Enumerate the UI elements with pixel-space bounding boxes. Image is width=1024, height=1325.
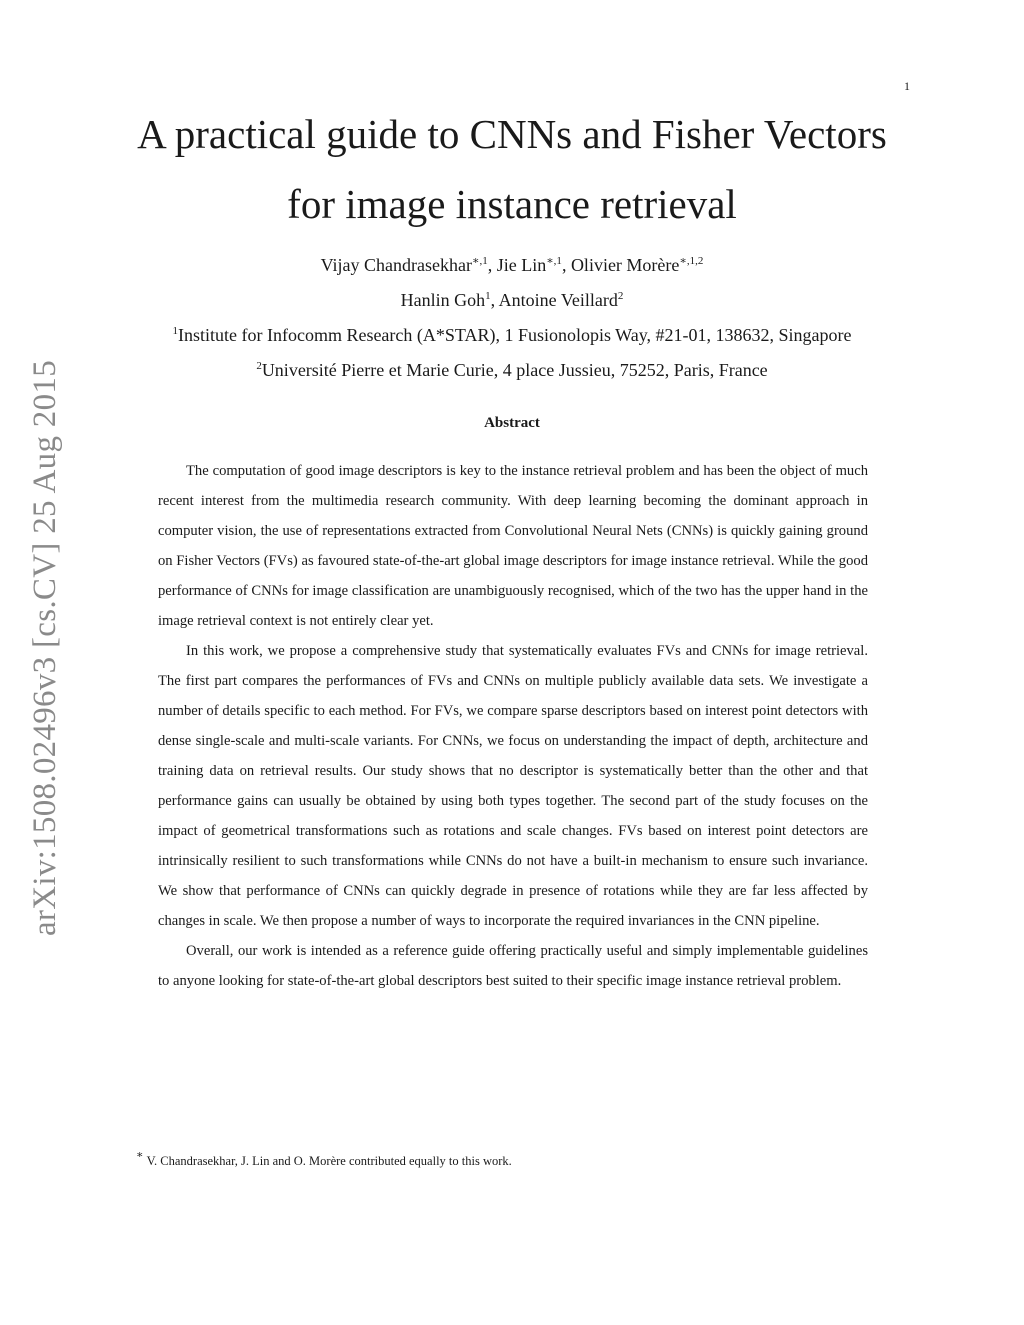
author-line-2: Hanlin Goh$^1$, Antoine Veillard$^2$ — [400, 290, 624, 310]
author-affiliation-marker: 1 — [485, 290, 491, 302]
affiliation-marker: 2 — [256, 360, 262, 372]
author-name: Jie Lin — [496, 255, 547, 275]
author-name: Antoine Veillard — [498, 290, 618, 310]
author-line-1: Vijay Chandrasekhar$^{∗,1}$, Jie Lin$^{∗,1}$, Olivier Morère$^{∗,1,2}$ — [320, 255, 704, 275]
affiliation-2 — [100, 358, 924, 382]
abstract-paragraph: In this work, we propose a comprehensive study that systematically evaluates FVs and CNNs for image retrieval. The first part compares the performances of FVs and CNNs on multiple publicly available data sets. We investigate a number of details specific to each method. For FVs, we compare sparse descriptors based on interest point detectors with dense single-scale and multi-scale variants. For CNNs, we focus on understanding the impact of depth, architecture and training data on retrieval results. Our study shows that no descriptor is systematically better than the other and that performance gains can usually be obtained by using both types together. The second part of the study focuses on the impact of geometrical transformations such as rotations and scale changes. FVs based on interest point detectors are intrinsically resilient to such transformations while CNNs do not have a built-in mechanism to ensure such invariance. We show that performance of CNNs can quickly degrade in presence of rotations while they are far less affected by changes in scale. We then propose a number of ways to incorporate the required invariances in the CNN pipeline. — [158, 643, 868, 929]
affiliation-1 — [80, 323, 944, 347]
footnote-text: V. Chandrasekhar, J. Lin and O. Morère contributed equally to this work. — [146, 1154, 512, 1168]
paper-title-line-2: for image instance retrieval — [287, 181, 737, 227]
footnote-marker: ∗ — [136, 1149, 144, 1161]
author-name: Hanlin Goh — [400, 290, 486, 310]
author-affiliation-marker: ∗,1 — [546, 255, 562, 267]
arxiv-identifier-stamp: arXiv:1508.02496v3 [cs.CV] 25 Aug 2015 — [27, 359, 63, 937]
paper-title-line-1: A practical guide to CNNs and Fisher Vectors — [137, 111, 887, 157]
footnote — [136, 1149, 896, 1170]
affiliation-text: Institute for Infocomm Research (A*STAR), 1 Fusionolopis Way, #21-01, 138632, Singapore — [177, 325, 852, 345]
author-name: Olivier Morère — [570, 255, 680, 275]
author-affiliation-marker: ∗,1 — [471, 255, 488, 267]
page-number: 1 — [904, 79, 910, 93]
abstract-paragraph: Overall, our work is intended as a reference guide offering practically useful and simply implementable guidelines to anyone looking for state-of-the-art global descriptors best suited to their specific image instance retrieval problem. — [158, 943, 868, 989]
affiliation-marker: 1 — [172, 325, 178, 337]
author-name: Vijay Chandrasekhar — [320, 255, 472, 275]
author-affiliation-marker: 2 — [617, 290, 624, 302]
abstract-paragraph: The computation of good image descriptors is key to the instance retrieval problem and has been the object of much recent interest from the multimedia research community. With deep learning becoming the dominant approach in computer vision, the use of representations extracted from Convolutional Neural Nets (CNNs) is quickly gaining ground on Fisher Vectors (FVs) as favoured state-of-the-art global image descriptors for image instance retrieval. While the good performance of CNNs for image classification are unambiguously recognised, which of the two has the upper hand in the image retrieval context is not entirely clear yet. — [158, 463, 868, 629]
abstract-body — [158, 456, 868, 996]
author-affiliation-marker: ∗,1,2 — [679, 255, 704, 267]
abstract-heading: Abstract — [484, 415, 540, 431]
affiliation-text: Université Pierre et Marie Curie, 4 place Jussieu, 75252, Paris, France — [261, 360, 768, 380]
